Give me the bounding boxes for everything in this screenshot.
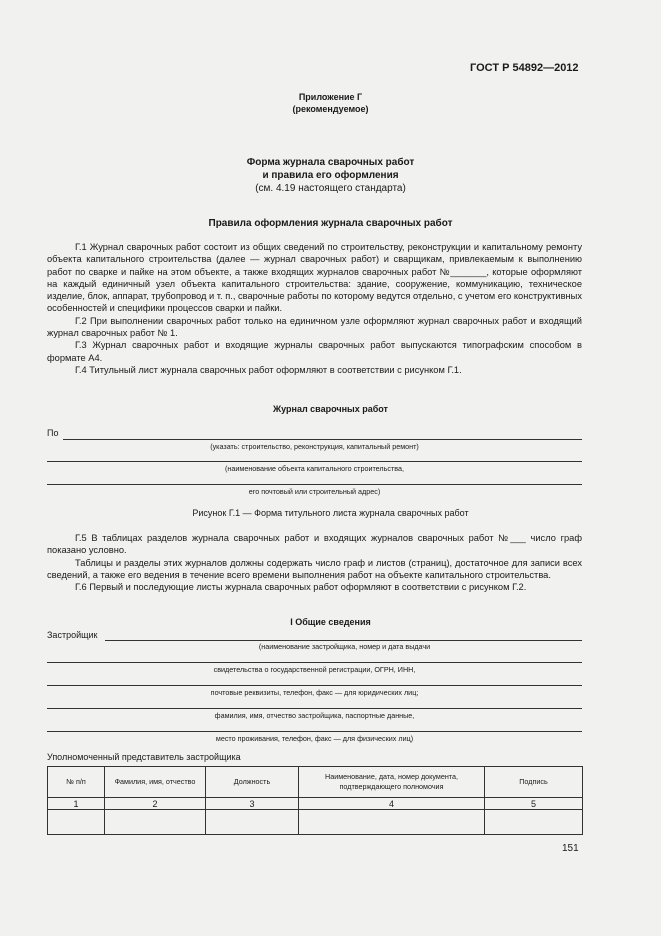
representative-table	[47, 766, 583, 835]
appendix-subtitle: (рекомендуемое)	[292, 104, 369, 114]
developer-caption-1: (наименование застройщика, номер и дата выдачи	[258, 642, 431, 651]
table-number-cell: 2	[105, 798, 206, 810]
address-line	[47, 484, 582, 485]
paragraph-g2: Г.2 При выполнении сварочных работ только на единичном узле оформляют журнал сварочных работ и входящий журнал сварочных работ № 1.	[47, 315, 582, 339]
table-cell	[105, 810, 206, 835]
form-title-line1: Форма журнала сварочных работ	[246, 157, 415, 168]
po-line	[63, 439, 582, 440]
paragraph-g3: Г.3 Журнал сварочных работ и входящие журналы сварочных работ выпускаются типографским способом в формате А4.	[47, 340, 582, 363]
table-cell	[299, 810, 485, 835]
paragraph-g6: Г.6 Первый и последующие листы журнала сварочных работ оформляют в соответствии с рисунком Г.2.	[75, 582, 527, 593]
table-header-cell: Подпись	[485, 767, 583, 798]
developer-label: Застройщик	[47, 630, 98, 640]
table-header-row	[48, 767, 583, 798]
paragraph-g5: Г.5 В таблицах разделов журнала сварочных работ и входящих журналов сварочных работ №___ число граф показано условно.	[47, 533, 582, 556]
table-number-cell: 5	[485, 798, 583, 810]
requisites-line	[47, 685, 582, 686]
journal-caption-2: (наименование объекта капитального строительства,	[225, 464, 404, 473]
table-number-row	[48, 798, 583, 810]
table-number-cell: 4	[299, 798, 485, 810]
table-header-cell: Наименование, дата, номер документа, подтверждающего полномочия	[299, 767, 485, 798]
rules-heading: Правила оформления журнала сварочных работ	[208, 218, 453, 229]
appendix-title: Приложение Г	[298, 92, 363, 102]
figure-caption: Рисунок Г.1 — Форма титульного листа журнала сварочных работ	[192, 508, 469, 518]
object-line	[47, 461, 582, 462]
table-header-cell: Фамилия, имя, отчество	[105, 767, 206, 798]
paragraph-g1: Г.1 Журнал сварочных работ состоит из общих сведений по строительству, реконструкции и капитальному ремонту объекта капитального строительства (далее — журнал сварочных работ) и сварщикам, привлекаемым к выполнению работ по сварке и пайке на этом объекте, а также входящих журналов сварочных работ №_______, которые оформляют на каждый единичный узел объекта капитального строительства: здание, сооружение, коммуникацию, техническое изделие, блок, аппарат, трубопровод и т. п., сварочные работы по которому ведутся отдельно, с учетом его конструктивных особенностей и специфики процессов сварки и пайки.	[47, 242, 583, 314]
form-title-line2: и правила его оформления	[262, 170, 399, 181]
registration-line	[47, 662, 582, 663]
journal-caption-1: (указать: строительство, реконструкция, капитальный ремонт)	[210, 442, 419, 451]
developer-line	[105, 640, 582, 641]
developer-caption-2: свидетельства о государственной регистрации, ОГРН, ИНН,	[213, 665, 416, 674]
table-number-cell: 1	[48, 798, 105, 810]
journal-form-title: Журнал сварочных работ	[273, 404, 388, 414]
name-line	[47, 708, 582, 709]
rules-paragraphs-2	[47, 532, 582, 593]
po-label: По	[47, 428, 59, 438]
developer-caption-5: место проживания, телефон, факс — для физических лиц)	[215, 734, 414, 743]
table-header-cell: Должность	[206, 767, 299, 798]
table-header-cell: № п/п	[48, 767, 105, 798]
standard-number: ГОСТ Р 54892—2012	[470, 62, 579, 74]
rules-paragraphs	[47, 241, 582, 376]
page-number: 151	[562, 843, 579, 854]
section1-title: I Общие сведения	[290, 617, 371, 627]
paragraph-g5b: Таблицы и разделы этих журналов должны содержать число граф и листов (страниц), достаточное для записи всех сведений, а также его ведения в течение всего времени выполнения работ на объекте капитального строительства.	[47, 557, 582, 580]
form-title-line3: (см. 4.19 настоящего стандарта)	[255, 183, 406, 194]
table-cell	[48, 810, 105, 835]
table-row	[48, 810, 583, 835]
developer-caption-4: фамилия, имя, отчество застройщика, паспортные данные,	[214, 711, 415, 720]
table-cell	[206, 810, 299, 835]
developer-caption-3: почтовые реквизиты, телефон, факс — для юридических лиц;	[210, 688, 419, 697]
table-number-cell: 3	[206, 798, 299, 810]
paragraph-g4: Г.4 Титульный лист журнала сварочных работ оформляют в соответствии с рисунком Г.1.	[75, 364, 462, 375]
residence-line	[47, 731, 582, 732]
representative-label: Уполномоченный представитель застройщика	[47, 752, 241, 762]
journal-caption-3: его почтовый или строительный адрес)	[248, 487, 381, 496]
table-cell	[485, 810, 583, 835]
